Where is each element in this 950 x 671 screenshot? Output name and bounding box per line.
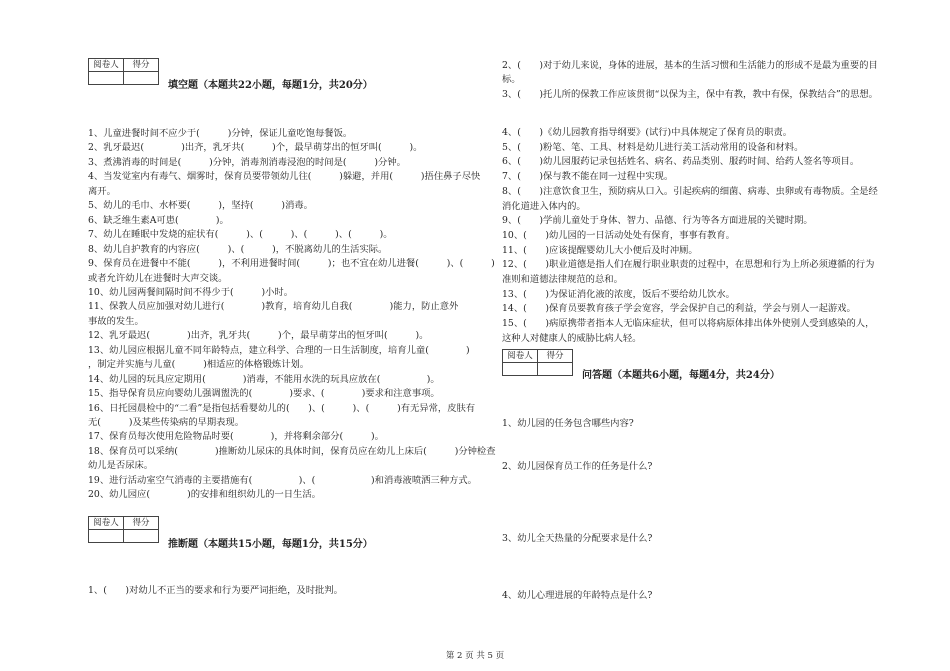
fill-question-line: 1、儿童进餐时间不应少于( )分钟，保证儿童吃饱每餐饭。 <box>88 128 353 139</box>
judge-question-line: 2、( )对于幼儿来说，身体的进展，基本的生活习惯和生活能力的形成不是最为重要的目 <box>502 60 878 71</box>
reviewer-label: 阅卷人 <box>89 59 124 72</box>
score-cell[interactable] <box>124 72 159 85</box>
fill-question-line: 离开。 <box>88 185 116 197</box>
fill-question-line: 8、幼儿自护教育的内容应( )、( )，不脱离幼儿的生活实际。 <box>88 243 388 255</box>
page-footer: 第 2 页 共 5 页 <box>445 651 505 661</box>
judge-question-line: 标。 <box>502 74 521 85</box>
score-label: 得分 <box>124 517 159 530</box>
qa-question-1: 1、幼儿园的任务包含哪些内容? <box>502 418 634 429</box>
fill-question-line: 3、煮沸消毒的时间是( )分钟，消毒剂消毒浸泡的时间是( )分钟。 <box>88 156 406 168</box>
judge-question-line: 6、( )幼儿园服药记录包括姓名、病名、药品类别、服药时间、给药人签名等项目。 <box>502 156 860 168</box>
fill-question-line: 18、保育员可以采纳( )推断幼儿尿床的具体时间，保育员应在幼儿上床后( )分钟检查 <box>88 445 496 457</box>
fill-question-line: 5、幼儿的毛巾、水杯要( )，坚持( )消毒。 <box>88 200 313 212</box>
qa-question-3: 3、幼儿全天热量的分配要求是什么? <box>502 533 653 544</box>
score-box-fill <box>88 58 159 85</box>
fill-question-line: 13、幼儿园应根据儿童不同年龄特点，建立科学、合理的一日生活制度，培育儿童( ) <box>88 344 470 356</box>
reviewer-cell[interactable] <box>503 363 538 376</box>
judge-question-line: 14、( )保育员要教育孩子学会宽容，学会保护自己的利益，学会与别人一起游戏。 <box>502 303 856 315</box>
fill-question-line: 16、日托园晨检中的“二看”是指包括看婴幼儿的( )、( )、( )有无异常，皮肤有 <box>88 402 476 414</box>
fill-section-title: 填空题（本题共22小题，每题1分，共20分） <box>168 80 373 91</box>
fill-question-line: ，制定并实施与儿童( )相适应的体格锻炼计划。 <box>88 359 310 371</box>
judge-question-line: 5、( )粉笔、笔、工具、材料是幼儿进行美工活动常用的设备和材料。 <box>502 141 804 153</box>
judge-question-1: 1、( )对幼儿不正当的要求和行为要严词拒绝，及时批判。 <box>88 585 343 596</box>
judge-question-line: 8、( )注意饮食卫生，预防病从口入。引起疾病的细菌、病毒、虫卵或有毒物质。全是经 <box>502 185 878 197</box>
fill-question-line: 7、幼儿在睡眠中发烧的症状有( )、( )、( )、( )。 <box>88 229 393 241</box>
fill-question-line: 无( )及某些传染病的早期表现。 <box>88 417 245 428</box>
reviewer-cell[interactable] <box>89 530 124 543</box>
fill-question-line: 事故的发生。 <box>88 315 144 327</box>
judge-question-line: 4、( )《幼儿园教育指导纲要》(试行)中具体规定了保育员的职责。 <box>502 127 793 138</box>
judge-question-line: 消化道进入体内的。 <box>502 200 586 212</box>
reviewer-label: 阅卷人 <box>503 350 538 363</box>
judge-question-line: 13、( )为保证消化液的浓度，饭后不要给幼儿饮水。 <box>502 288 735 300</box>
judge-question-line: 11、( )应该提醒婴幼儿大小便后及时冲厕。 <box>502 244 698 256</box>
fill-question-line: 6、缺乏维生素A可患( )。 <box>88 214 229 226</box>
reviewer-cell[interactable] <box>89 72 124 85</box>
judge-question-line: 7、( )保与教不能在同一过程中实现。 <box>502 171 674 183</box>
fill-question-line: 2、乳牙最迟( )出齐，乳牙共( )个，最早萌芽出的恒牙叫( )。 <box>88 142 423 154</box>
score-cell[interactable] <box>538 363 573 376</box>
judge-section-title: 推断题（本题共15小题，每题1分，共15分） <box>168 539 373 550</box>
fill-question-line: 19、进行活动室空气消毒的主要措施有( )、( )和消毒液喷洒三种方式。 <box>88 474 477 486</box>
score-box-judge <box>88 516 159 543</box>
judge-question-line: 准则和道德法律规范的总和。 <box>502 274 623 285</box>
judge-question-line: 15、( )病原携带者指本人无临床症状，但可以将病原体排出体外使别人受到感染的人， <box>502 318 875 330</box>
score-label: 得分 <box>124 59 159 72</box>
fill-question-line: 20、幼儿园应( )的安排和组织幼儿的一日生活。 <box>88 489 321 501</box>
qa-question-4: 4、幼儿心理进展的年龄特点是什么? <box>502 590 653 601</box>
fill-question-line: 或者允许幼儿在进餐时大声交谈。 <box>88 272 228 284</box>
qa-section-title: 问答题（本题共6小题，每题4分，共24分） <box>582 370 780 381</box>
fill-question-line: 12、乳牙最迟( )出齐，乳牙共( )个，最早萌芽出的恒牙叫( )。 <box>88 330 429 342</box>
fill-question-line: 17、保育员每次使用危险物品时要( )，并将剩余部分( )。 <box>88 431 384 443</box>
qa-question-2: 2、幼儿园保育员工作的任务是什么? <box>502 461 653 472</box>
judge-question-line: 10、( )幼儿园的一日活动处处有保育，事事有教育。 <box>502 229 735 241</box>
fill-question-line: 幼儿是否尿床。 <box>88 460 154 472</box>
score-cell[interactable] <box>124 530 159 543</box>
judge-question-line: 9、( )学前儿童处于身体、智力、品德、行为等各方面进展的关键时期。 <box>502 215 813 227</box>
judge-question-line: 3、( )托儿所的保教工作应该贯彻“以保为主，保中有教，教中有保，保教结合”的思想。 <box>502 89 878 100</box>
score-label: 得分 <box>538 350 573 363</box>
fill-question-line: 15、指导保育员应向婴幼儿强调盥洗的( )要求、( )要求和注意事项。 <box>88 388 440 400</box>
reviewer-label: 阅卷人 <box>89 517 124 530</box>
fill-question-line: 4、当发觉室内有毒气、烟雾时，保育员要带领幼儿往( )躲避，并用( )捂住鼻子尽快 <box>88 171 481 183</box>
judge-question-line: 12、( )职业道德是指人们在履行职业职责的过程中，在思想和行为上所必须遵循的行为 <box>502 259 875 271</box>
fill-question-line: 11、保教人员应加强对幼儿进行( )教育，培育幼儿自我( )能力，防止意外 <box>88 301 459 313</box>
fill-question-line: 9、保育员在进餐中不能( )，不利用进餐时间( )；也不宜在幼儿进餐( )、( ) <box>88 258 495 270</box>
score-box-qa <box>502 349 573 376</box>
judge-question-line: 这种人对健康人的威胁比病人轻。 <box>502 332 642 344</box>
fill-question-line: 14、幼儿园的玩具应定期用( )消毒，不能用水洗的玩具应放在( )。 <box>88 373 440 385</box>
fill-question-line: 10、幼儿园两餐间隔时间不得少于( )小时。 <box>88 286 294 298</box>
